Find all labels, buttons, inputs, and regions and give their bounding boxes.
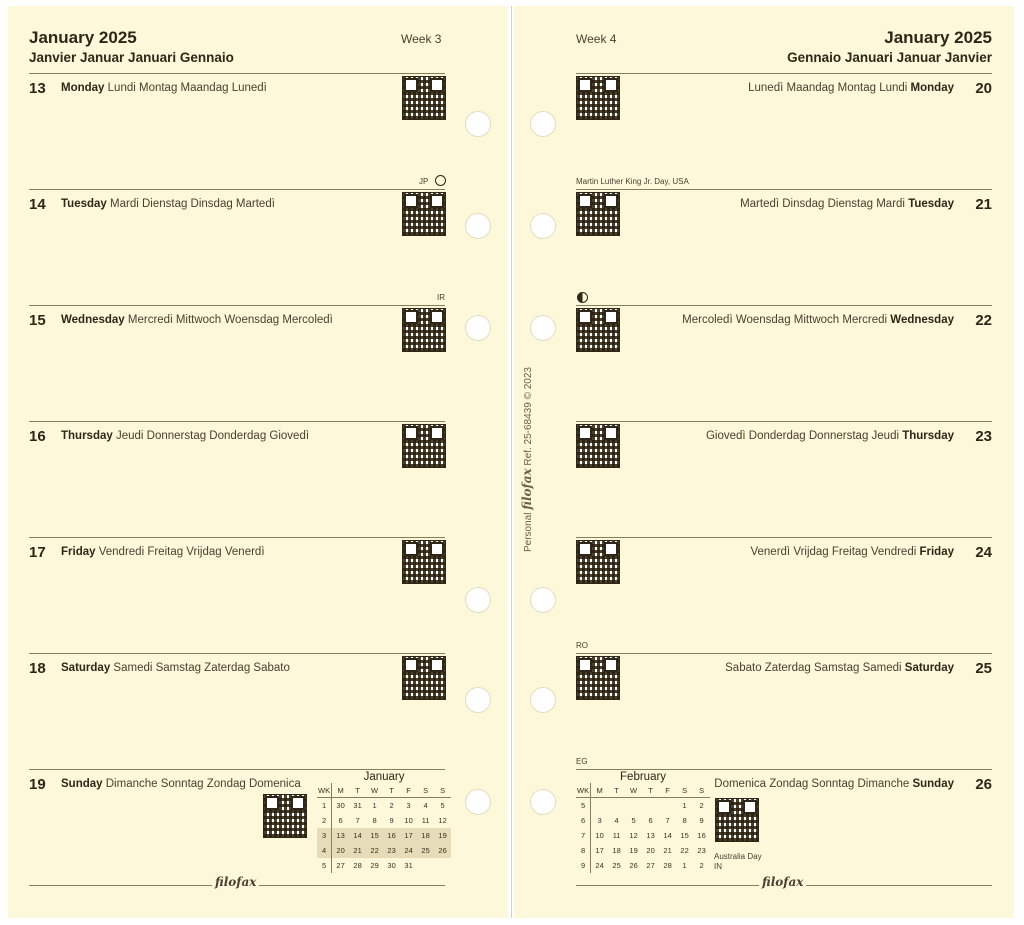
binder-hole (530, 789, 556, 815)
note-jp: JP (419, 177, 429, 186)
day-number: 13 (29, 80, 46, 97)
day-names: Venerdì Vrijdag Freitag Vendredi Friday (750, 546, 954, 558)
binder-hole (465, 111, 491, 137)
day-names: Domenica Zondag Sonntag Dimanche Sunday (714, 778, 954, 790)
calendar-week-row: 7 10 11 12 13 14 15 16 (576, 828, 710, 843)
qr-code-icon (403, 425, 445, 467)
day-number: 24 (975, 544, 992, 561)
qr-code-icon (577, 541, 619, 583)
filofax-logo: filofax (212, 875, 259, 889)
filofax-logo: filofax (520, 468, 534, 510)
binder-hole (530, 687, 556, 713)
calendar-week-row: 9 24 25 26 27 28 1 2 (576, 858, 710, 873)
full-moon-icon (435, 175, 446, 186)
day-number: 19 (29, 776, 46, 793)
page-spine (511, 6, 512, 918)
right-page-title: January 2025 (884, 28, 992, 47)
header-rule (576, 73, 992, 74)
day-rule (576, 537, 992, 538)
calendar-week-row: 5 1 2 (576, 798, 710, 814)
mini-calendar-february: February WK M T W T F S S 5 1 2 6 3 4 5 6 7 8 9 7 10 11 12 13 14 15 16 8 17 18 19 20 21 22 23 9 24 25 26 27 28 1 2 (576, 771, 710, 873)
calendar-week-row: 6 3 4 5 6 7 8 9 (576, 813, 710, 828)
calendar-week-row-next: 4 20 21 22 23 24 25 26 (317, 843, 451, 858)
qr-code-icon (403, 193, 445, 235)
binder-hole (465, 315, 491, 341)
day-number: 16 (29, 428, 46, 445)
day-rule (29, 653, 445, 654)
binder-hole (465, 789, 491, 815)
qr-code-icon (403, 657, 445, 699)
day-names: Mercoledì Woensdag Mittwoch Mercredi Wednesday (682, 314, 954, 326)
binder-hole (465, 587, 491, 613)
day-number: 17 (29, 544, 46, 561)
calendar-week-row: 8 17 18 19 20 21 22 23 (576, 843, 710, 858)
qr-code-icon (403, 77, 445, 119)
binder-hole (530, 111, 556, 137)
day-names: Thursday Jeudi Donnerstag Donderdag Giovedì (61, 430, 310, 442)
day-number: 15 (29, 312, 46, 329)
qr-code-icon (577, 309, 619, 351)
day-number: 25 (975, 660, 992, 677)
mini-calendar-january: January WK M T W T F S S 1 30 31 1 2 3 4 5 2 6 7 8 9 10 11 12 3 13 14 15 16 17 18 19 4 20 21 22 23 24 25 26 5 27 28 29 30 31 (317, 771, 451, 873)
left-page-title: January 2025 (29, 28, 137, 47)
qr-code-icon (577, 77, 619, 119)
calendar-week-row: 2 6 7 8 9 10 11 12 (317, 813, 451, 828)
binder-hole (465, 213, 491, 239)
day-number: 18 (29, 660, 46, 677)
day-number: 22 (975, 312, 992, 329)
note-in: IN (714, 862, 722, 871)
day-rule (576, 769, 992, 770)
day-rule (29, 769, 445, 770)
right-page (514, 6, 1014, 918)
binder-hole (530, 315, 556, 341)
filofax-logo: filofax (759, 875, 806, 889)
day-number: 26 (975, 776, 992, 793)
day-names: Sabato Zaterdag Samstag Samedi Saturday (725, 662, 954, 674)
day-rule (576, 421, 992, 422)
day-rule (576, 305, 992, 306)
left-page-subtitle: Janvier Januar Januari Gennaio (29, 50, 234, 65)
note-ro: RO (576, 641, 588, 650)
calendar-week-row: 1 30 31 1 2 3 4 5 (317, 798, 451, 814)
left-page (8, 6, 508, 918)
note-eg: EG (576, 757, 588, 766)
calendar-week-row: 5 27 28 29 30 31 (317, 858, 451, 873)
day-rule (29, 305, 445, 306)
qr-code-icon (577, 193, 619, 235)
day-rule (29, 537, 445, 538)
day-names: Friday Vendredi Freitag Vrijdag Venerdì (61, 546, 265, 558)
right-page-subtitle: Gennaio Januari Januar Janvier (787, 50, 992, 65)
day-names: Saturday Samedi Samstag Zaterdag Sabato (61, 662, 290, 674)
day-names: Wednesday Mercredi Mittwoch Woensdag Mercoledì (61, 314, 333, 326)
qr-code-icon (716, 799, 758, 841)
day-rule (576, 653, 992, 654)
day-names: Sunday Dimanche Sonntag Zondag Domenica (61, 778, 301, 790)
mini-calendar-month: January (363, 771, 405, 783)
day-number: 14 (29, 196, 46, 213)
day-rule (576, 189, 992, 190)
day-rule (29, 189, 445, 190)
day-number: 23 (975, 428, 992, 445)
mini-calendar-month: February (620, 771, 667, 783)
note-australia-day: Australia Day (714, 852, 762, 861)
qr-code-icon (264, 795, 306, 837)
qr-code-icon (577, 425, 619, 467)
day-names: Martedì Dinsdag Dienstag Mardi Tuesday (740, 198, 954, 210)
header-rule (29, 73, 445, 74)
qr-code-icon (577, 657, 619, 699)
left-week-label: Week 3 (401, 32, 442, 46)
binder-hole (530, 587, 556, 613)
day-names: Lunedì Maandag Montag Lundi Monday (748, 82, 954, 94)
calendar-week-row-current: 3 13 14 15 16 17 18 19 (317, 828, 451, 843)
day-names: Giovedì Donderdag Donnerstag Jeudi Thursday (705, 430, 954, 442)
spine-imprint: Personal filofax Ref. 25-68439 © 2023 (520, 367, 534, 552)
qr-code-icon (403, 541, 445, 583)
day-number: 20 (975, 80, 992, 97)
binder-hole (530, 213, 556, 239)
binder-hole (465, 687, 491, 713)
qr-code-icon (403, 309, 445, 351)
day-number: 21 (975, 196, 992, 213)
day-names: Monday Lundi Montag Maandag Lunedì (61, 82, 267, 94)
note-ir: IR (437, 293, 445, 302)
note-mlk-day: Martin Luther King Jr. Day, USA (576, 177, 689, 186)
day-names: Tuesday Mardi Dienstag Dinsdag Martedì (61, 198, 275, 210)
right-week-label: Week 4 (576, 32, 617, 46)
half-moon-icon (577, 292, 588, 303)
day-rule (29, 421, 445, 422)
